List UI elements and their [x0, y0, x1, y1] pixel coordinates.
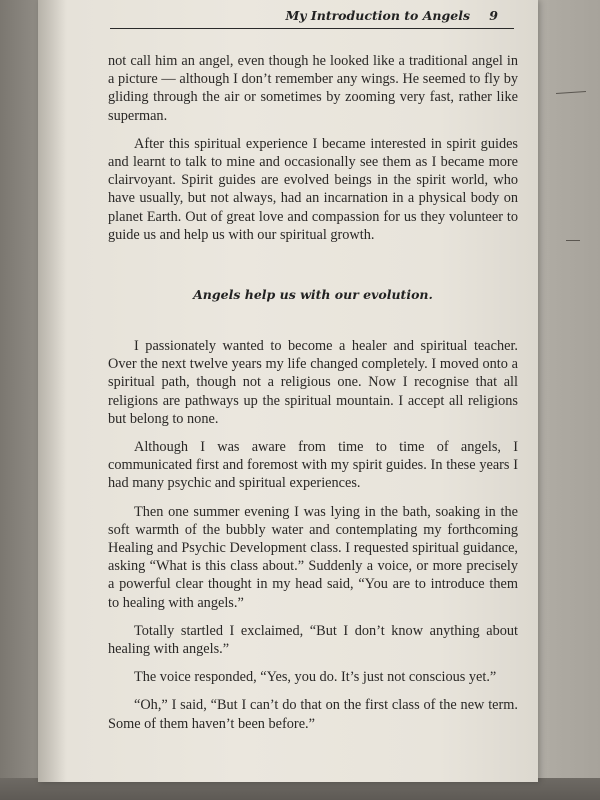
- section-one: [108, 52, 518, 254]
- book-page: [38, 0, 538, 782]
- section-two: [108, 337, 518, 743]
- paragraph: After this spiritual experience I became interested in spirit guides and learnt to talk to mine and occasionally see them as I became more clairvoyant. Spirit guides are evolved beings in the spirit world, who have usually, but not always, had an incarnation in a physical body on planet Earth. Out of great love and compassion for us they volunteer to guide us and help us with our spiritual growth.: [108, 135, 518, 243]
- paragraph: I passionately wanted to become a healer and spiritual teacher. Over the next twelve years my life changed completely. I moved onto a spiritual path, though not a religious one. Now I recognise that all religions are pathways up the spiritual mountain. I accept all religions but belong to none.: [108, 338, 518, 427]
- pencil-mark: [566, 240, 580, 241]
- paragraph: not call him an angel, even though he looked like a traditional angel in a picture — although I don’t remember any wings. He seemed to fly by gliding through the air or sometimes by zooming very fast, rather like superman.: [108, 53, 518, 124]
- running-head: [110, 4, 514, 29]
- page-number: 9: [489, 8, 498, 23]
- running-title: My Introduction to Angels: [285, 8, 470, 23]
- paragraph: Although I was aware from time to time of angels, I communicated first and foremost with my spirit guides. In these years I had many psychic and spiritual experiences.: [108, 439, 518, 492]
- paragraph: The voice responded, “Yes, you do. It’s just not conscious yet.”: [134, 669, 497, 686]
- paragraph: Then one summer evening I was lying in the bath, soaking in the soft warmth of the bubbly water and contemplating my forthcoming Healing and Psychic Development class. I requested spiritual guidance, asking “What is this class about.” Suddenly a voice, or more precisely a powerful clear thought in my head said, “You are to introduce them to healing with angels.”: [108, 503, 518, 611]
- paragraph: Totally startled I exclaimed, “But I don’t know anything about healing with angels.”: [108, 622, 518, 658]
- paragraph: “Oh,” I said, “But I can’t do that on the first class of the new term. Some of them haven’t been before.”: [108, 697, 518, 732]
- section-heading: Angels help us with our evolution.: [193, 287, 433, 302]
